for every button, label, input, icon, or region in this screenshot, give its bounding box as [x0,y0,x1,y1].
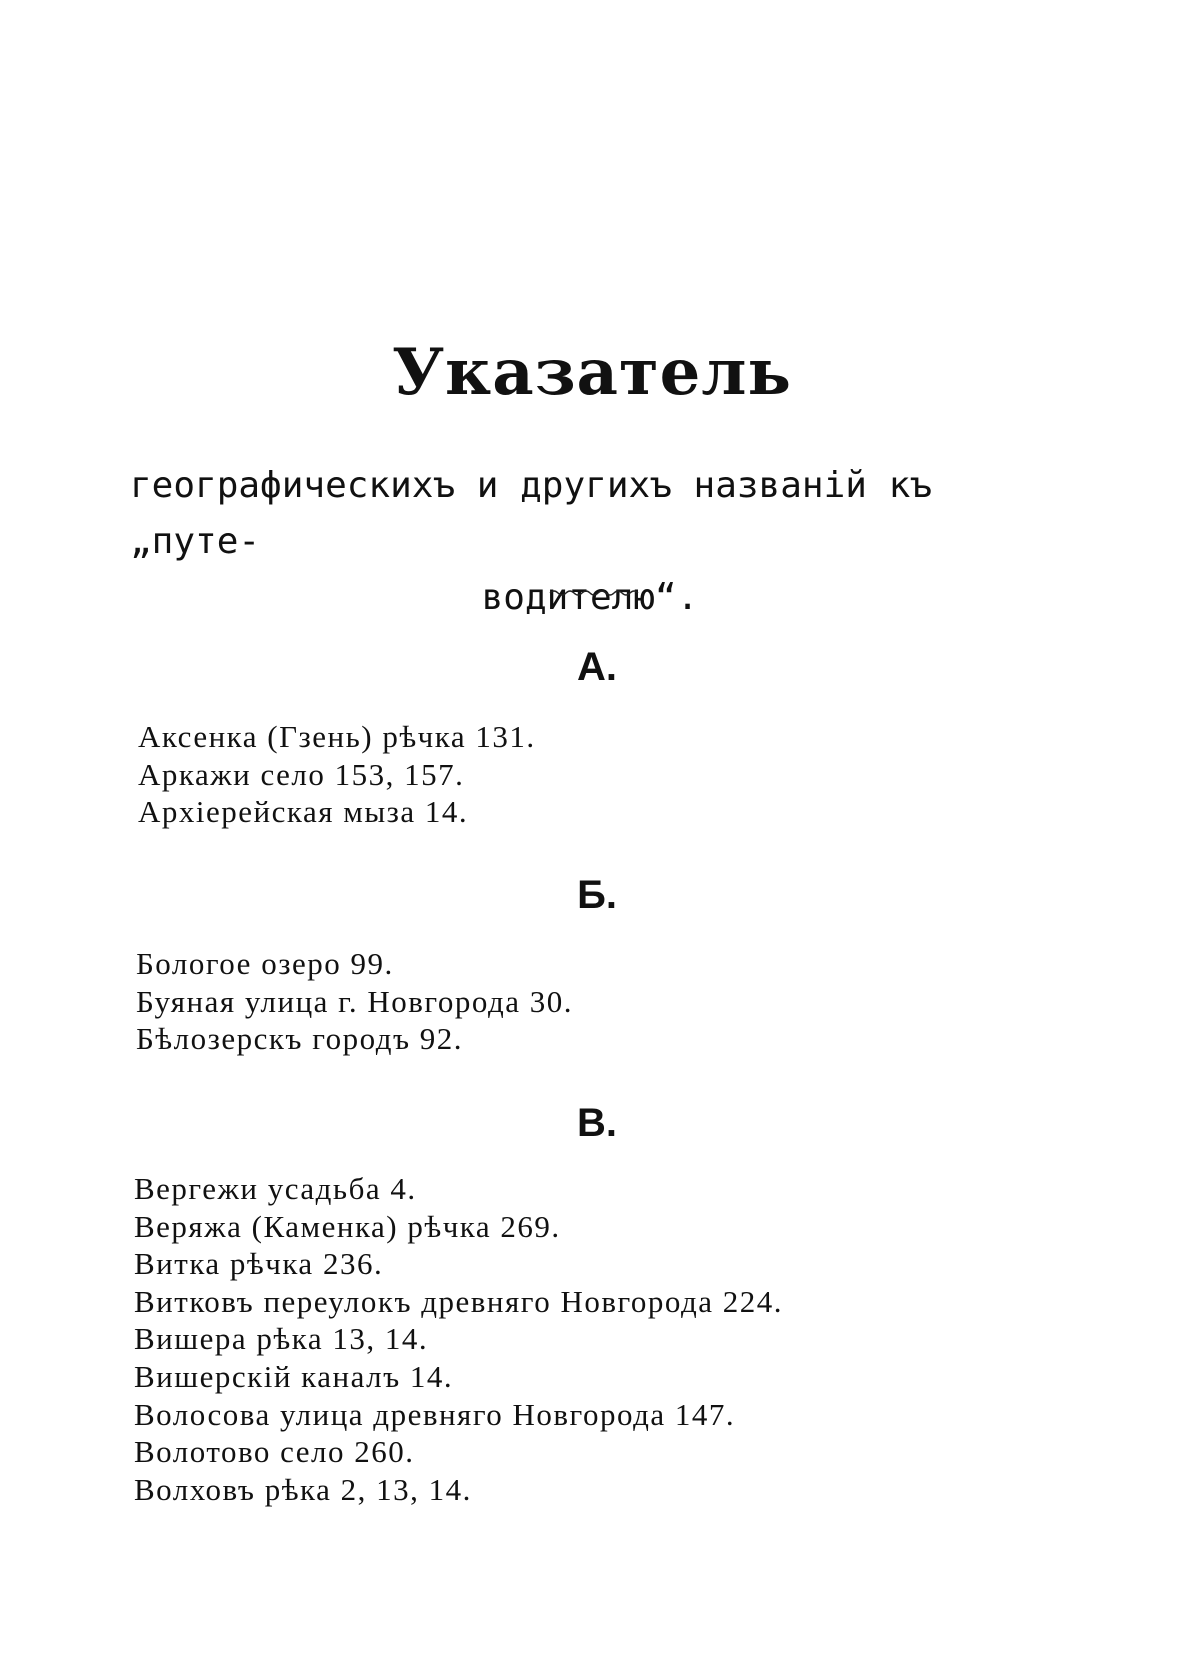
index-entry: Вергежи усадьба 4. [134,1171,417,1206]
section-list-v [134,1170,783,1508]
index-entry: Бологое озеро 99. [136,946,394,981]
section-list-a [138,718,536,831]
index-entry: Витка рѣчка 236. [134,1246,384,1282]
ornament-divider [548,584,640,598]
index-entry: Витковъ переулокъ древняго Новгорода 224. [134,1283,784,1319]
index-entry: Бѣлозерскъ городъ 92. [136,1021,464,1056]
index-entry: Волховъ рѣка 2, 13, 14. [134,1471,472,1507]
section-letter-a: А. [577,645,617,689]
index-entry: Архіерейская мыза 14. [138,794,469,829]
index-entry: Аксенка (Гзень) рѣчка 131. [138,719,536,754]
section-list-b [136,945,573,1058]
index-entry: Волосова улица древняго Новгорода 147. [134,1396,736,1432]
page-subtitle [130,458,1050,626]
section-letter-v: В. [577,1101,617,1145]
index-entry: Аркажи село 153, 157. [138,756,465,792]
subtitle-line-2: водителю“. [481,577,699,618]
index-entry: Вишера рѣка 13, 14. [134,1321,429,1357]
index-entry: Буяная улица г. Новгорода 30. [136,983,573,1019]
subtitle-line-1: географическихъ и другихъ названій къ „путе- [130,465,932,562]
index-entry: Волотово село 260. [134,1434,415,1470]
section-letter-b: Б. [577,873,617,917]
index-entry: Веряжа (Каменка) рѣчка 269. [134,1208,561,1244]
page-title: Указатель [392,335,792,410]
index-entry: Вишерскій каналъ 14. [134,1358,454,1394]
